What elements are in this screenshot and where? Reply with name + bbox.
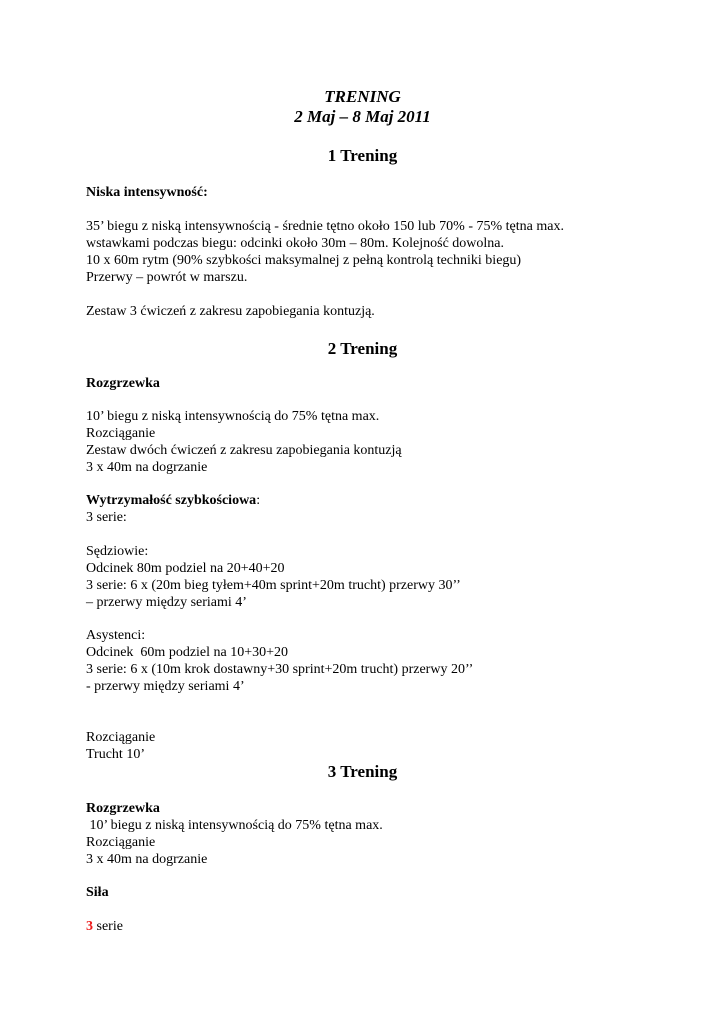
training-2-warmup-heading: Rozgrzewka [86,376,160,391]
series-label: serie [93,919,123,934]
endurance-colon: : [256,493,261,508]
document-date-range: 2 Maj – 8 Maj 2011 [294,107,431,126]
strength-heading: Siła [86,885,109,900]
endurance-heading: Wytrzymałość szybkościowa [86,493,257,508]
training-2-warmup-line: Rozciąganie [86,426,156,441]
training-2-warmup-line: Zestaw dwóch ćwiczeń z zakresu zapobiegania kontuzją [86,443,402,458]
cooldown-line: Rozciąganie [86,730,156,745]
training-3-heading: 3 Trening [327,762,398,781]
training-2-warmup-line: 10’ biegu z niską intensywnością do 75% tętna max. [86,409,380,424]
endurance-heading-line [86,492,260,509]
assistants-line: Odcinek 60m podziel na 10+30+20 [86,645,289,660]
training-1-exercises: Zestaw 3 ćwiczeń z zakresu zapobiegania kontuzją. [86,304,375,319]
training-3-warmup-heading: Rozgrzewka [86,801,160,816]
strength-series-line [86,918,123,935]
cooldown-line: Trucht 10’ [86,747,145,762]
referees-line: 3 serie: 6 x (20m bieg tyłem+40m sprint+20m trucht) przerwy 30’’ [86,578,461,593]
training-3-warmup-line: 10’ biegu z niską intensywnością do 75% tętna max. [86,818,383,833]
training-3-warmup-line: Rozciąganie [86,835,156,850]
endurance-series: 3 serie: [86,510,127,525]
series-count: 3 [86,919,93,934]
referees-line: Odcinek 80m podziel na 20+40+20 [86,561,285,576]
assistants-line: - przerwy między seriami 4’ [86,679,245,694]
assistants-label: Asystenci: [86,628,146,643]
training-1-heading: 1 Trening [327,146,398,165]
training-2-warmup-line: 3 x 40m na dogrzanie [86,460,208,475]
training-1-line: 35’ biegu z niską intensywnością - średnie tętno około 150 lub 70% - 75% tętna max. [86,219,564,234]
referees-label: Sędziowie: [86,544,149,559]
training-2-heading: 2 Trening [327,339,398,358]
referees-line: – przerwy między seriami 4’ [86,595,247,610]
training-1-subheading: Niska intensywność: [86,185,208,200]
assistants-line: 3 serie: 6 x (10m krok dostawny+30 sprint+20m trucht) przerwy 20’’ [86,662,474,677]
training-3-warmup-line: 3 x 40m na dogrzanie [86,852,208,867]
training-1-line: 10 x 60m rytm (90% szybkości maksymalnej z pełną kontrolą techniki biegu) [86,253,522,268]
training-1-line: Przerwy – powrót w marszu. [86,270,248,285]
training-1-line: wstawkami podczas biegu: odcinki około 30m – 80m. Kolejność dowolna. [86,236,504,251]
document-title: TRENING [324,87,401,106]
